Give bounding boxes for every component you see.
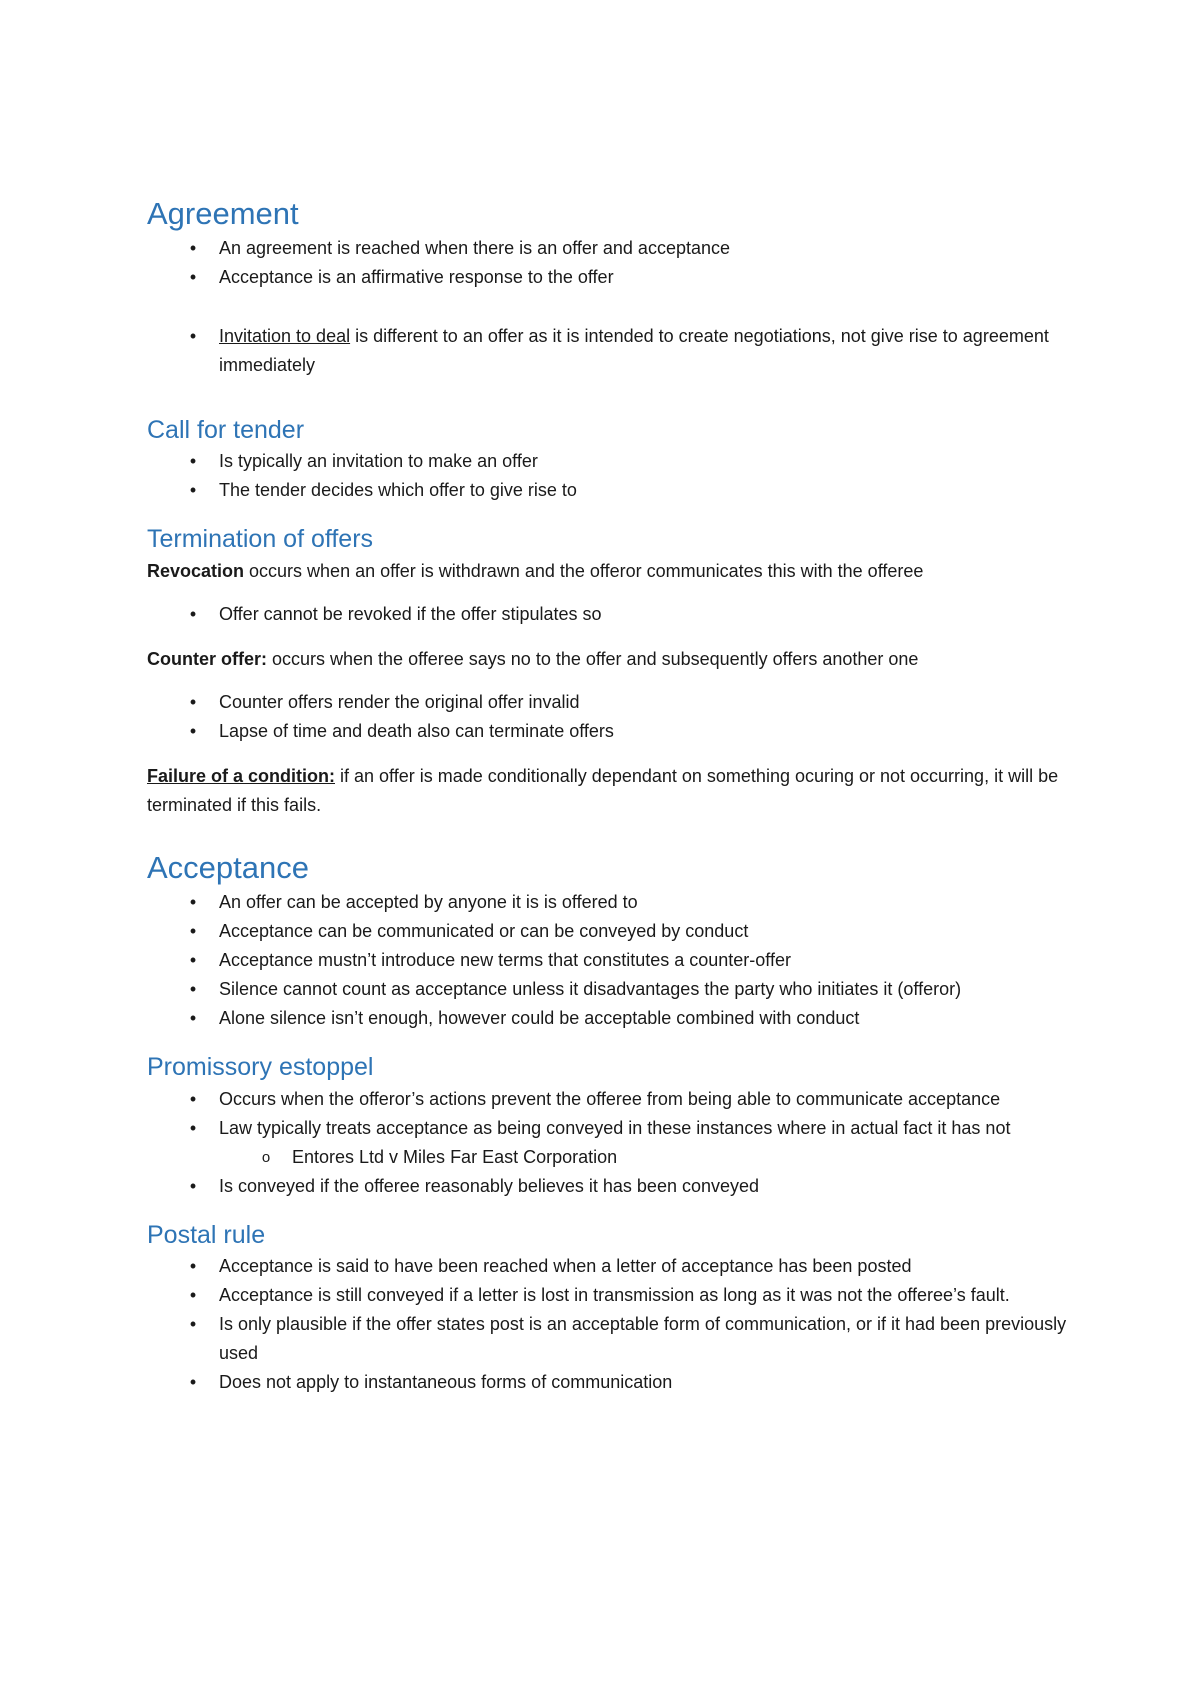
heading-promissory-estoppel: Promissory estoppel — [147, 1052, 374, 1081]
estoppel-list — [147, 1085, 1080, 1201]
heading-postal-rule: Postal rule — [147, 1220, 266, 1249]
list-item: • Acceptance is said to have been reached when a letter of acceptance has been posted — [147, 1252, 1080, 1281]
bullet-icon: • — [189, 480, 197, 501]
bullet-icon: • — [189, 1175, 197, 1196]
list-item: • Is typically an invitation to make an offer — [147, 447, 1080, 476]
list-item: • Silence cannot count as acceptance unless it disadvantages the party who initiates it (offeror) — [147, 975, 1080, 1004]
list-item: • Law typically treats acceptance as being conveyed in these instances where in actual fact it has not — [147, 1114, 1080, 1143]
list-item: • Is conveyed if the offeree reasonably believes it has been conveyed — [147, 1172, 1080, 1201]
bullet-icon: • — [189, 920, 197, 941]
bullet-icon: • — [189, 266, 197, 287]
list-item: • Acceptance can be communicated or can be conveyed by conduct — [147, 917, 1080, 946]
bullet-icon: • — [189, 978, 197, 999]
bullet-icon: • — [189, 1372, 197, 1393]
bullet-icon: • — [189, 1088, 197, 1109]
list-item: • An agreement is reached when there is an offer and acceptance — [147, 234, 1080, 263]
heading-agreement: Agreement — [147, 196, 299, 231]
failure-of-condition-paragraph: Failure of a condition: if an offer is made conditionally dependant on something ocuring or not occurring, it will be terminated if this fails. — [147, 766, 1059, 816]
bullet-icon: • — [189, 237, 197, 258]
bullet-icon: • — [189, 1117, 197, 1138]
bullet-icon: • — [189, 692, 197, 713]
bullet-icon: • — [189, 1256, 197, 1277]
list-item: • Offer cannot be revoked if the offer stipulates so — [147, 600, 1080, 629]
bullet-icon: • — [189, 1314, 197, 1335]
bullet-icon: • — [189, 721, 197, 742]
term-counter-offer: Counter offer: — [147, 649, 267, 670]
acceptance-list — [147, 888, 1080, 1033]
bullet-icon: • — [189, 604, 197, 625]
bullet-icon: • — [189, 1007, 197, 1028]
sub-list-item: o Entores Ltd v Miles Far East Corporation — [147, 1143, 1080, 1172]
bullet-icon: • — [189, 1285, 197, 1306]
bullet-icon: • — [189, 949, 197, 970]
counter-offer-list — [147, 688, 1080, 746]
term-failure-of-condition: Failure of a condition: — [147, 766, 335, 787]
list-item: • Counter offers render the original offer invalid — [147, 688, 1080, 717]
term-revocation: Revocation — [147, 561, 245, 582]
list-item: • Acceptance mustn’t introduce new terms that constitutes a counter-offer — [147, 946, 1080, 975]
list-item: • The tender decides which offer to give rise to — [147, 476, 1080, 505]
bullet-icon: • — [189, 891, 197, 912]
list-item: • Occurs when the offeror’s actions prevent the offeree from being able to communicate acceptance — [147, 1085, 1080, 1114]
list-item: • Acceptance is an affirmative response to the offer — [147, 263, 1080, 292]
agreement-list — [147, 234, 1080, 380]
list-item: • Invitation to deal is different to an offer as it is intended to create negotiations, not give rise to agreement immediately — [147, 322, 1080, 380]
heading-acceptance: Acceptance — [147, 850, 309, 886]
list-item: • An offer can be accepted by anyone it is is offered to — [147, 888, 1080, 917]
list-item: • Lapse of time and death also can terminate offers — [147, 717, 1080, 746]
list-item: • Alone silence isn’t enough, however could be acceptable combined with conduct — [147, 1004, 1080, 1033]
revocation-paragraph: Revocation occurs when an offer is withdrawn and the offeror communicates this with the offeree — [147, 561, 924, 582]
circle-bullet-icon: o — [261, 1148, 271, 1166]
term-invitation-to-deal: Invitation to deal — [219, 325, 351, 346]
revocation-list — [147, 600, 1080, 629]
heading-call-for-tender: Call for tender — [147, 415, 305, 444]
postal-list — [147, 1252, 1080, 1397]
list-item: • Does not apply to instantaneous forms of communication — [147, 1368, 1080, 1397]
counter-offer-paragraph: Counter offer: occurs when the offeree says no to the offer and subsequently offers another one — [147, 649, 919, 670]
list-item: • Is only plausible if the offer states post is an acceptable form of communication, or if it had been previously used — [147, 1310, 1080, 1368]
bullet-icon: • — [189, 325, 197, 346]
tender-list — [147, 447, 1080, 505]
heading-termination-of-offers: Termination of offers — [147, 525, 374, 554]
list-item: • Acceptance is still conveyed if a letter is lost in transmission as long as it was not the offeree’s fault. — [147, 1281, 1080, 1310]
bullet-icon: • — [189, 451, 197, 472]
